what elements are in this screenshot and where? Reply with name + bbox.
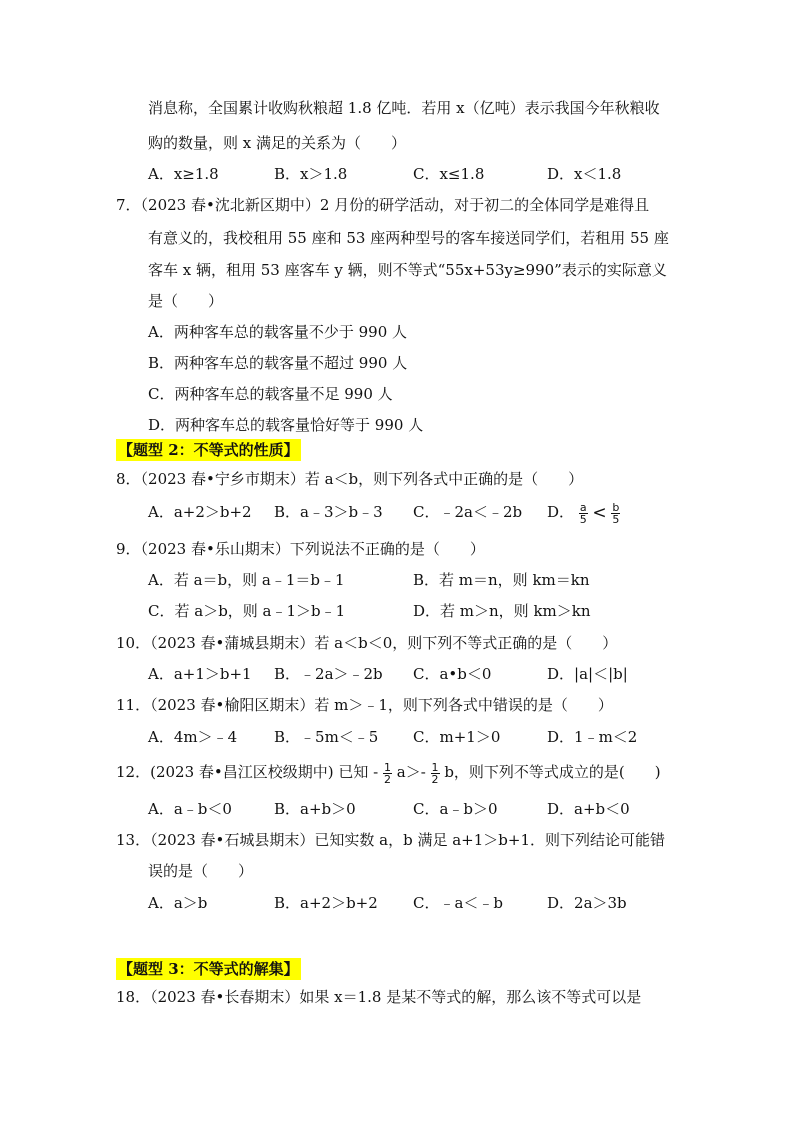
q8-option-d-prefix: D．	[547, 503, 575, 521]
q7-stem-line4: 是（ ）	[148, 292, 224, 310]
q11-option-b: B．﹣5m＜﹣5	[274, 728, 379, 746]
fraction-a-over-5: $\frac{a}{5}$	[579, 500, 587, 526]
q18-stem: 18．（2023 春•长春期末）如果 x＝1.8 是某不等式的解，那么该不等式可以是	[116, 988, 642, 1006]
q12-stem-prefix: 12．(2023 春•昌江区校级期中) 已知 -	[116, 763, 379, 781]
q6-option-a: A．x≥1.8	[148, 165, 219, 183]
q7-stem-line3: 客车 x 辆，租用 53 座客车 y 辆，则不等式“55x+53y≥990”表示的实际意义	[148, 261, 667, 279]
q7-option-a: A．两种客车总的载客量不少于 990 人	[148, 323, 408, 341]
q8-option-d	[547, 498, 620, 527]
q6-stem-line2: 购的数量，则 x 满足的关系为（ ）	[148, 134, 406, 152]
section-heading-type2: 【题型 2：不等式的性质】	[118, 441, 299, 459]
q7-option-d: D．两种客车总的载客量恰好等于 990 人	[148, 416, 424, 434]
q9-option-b: B．若 m＝n，则 km＝kn	[413, 571, 590, 589]
q11-option-a: A．4m＞﹣4	[148, 728, 238, 746]
q13-option-c: C．﹣a＜﹣b	[413, 894, 504, 912]
q11-stem: 11．（2023 春•榆阳区期末）若 m＞﹣1，则下列各式中错误的是（ ）	[116, 696, 613, 714]
q6-option-c: C．x≤1.8	[413, 165, 485, 183]
q13-stem-line2: 误的是（ ）	[148, 862, 254, 880]
section-heading-type3: 【题型 3：不等式的解集】	[118, 960, 299, 978]
q7-stem-line2: 有意义的，我校租用 55 座和 53 座两种型号的客车接送同学们，若租用 55 座	[148, 229, 669, 247]
q6-option-d: D．x＜1.8	[547, 165, 622, 183]
q10-option-d: D．|a|＜|b|	[547, 665, 628, 683]
q13-stem-line1: 13．（2023 春•石城县期末）已知实数 a，b 满足 a+1＞b+1．则下列结论可能错	[116, 831, 665, 849]
q12-stem	[116, 758, 661, 786]
q9-stem: 9．（2023 春•乐山期末）下列说法不正确的是（ ）	[116, 540, 485, 558]
q10-option-b: B．﹣2a＞﹣2b	[274, 665, 383, 683]
fraction-b-over-5: $\frac{b}{5}$	[612, 500, 620, 526]
q9-option-a: A．若 a＝b，则 a﹣1＝b﹣1	[148, 571, 345, 589]
q6-option-b: B．x＞1.8	[274, 165, 348, 183]
q8-option-c: C．﹣2a＜﹣2b	[413, 503, 523, 521]
q8-option-a: A．a+2＞b+2	[148, 503, 252, 521]
q10-option-c: C．a•b＜0	[413, 665, 492, 683]
q11-option-c: C．m+1＞0	[413, 728, 501, 746]
q12-option-b: B．a+b＞0	[274, 800, 356, 818]
q12-option-c: C．a﹣b＞0	[413, 800, 498, 818]
q7-option-b: B．两种客车总的载客量不超过 990 人	[148, 354, 408, 372]
q9-option-d: D．若 m＞n，则 km＞kn	[413, 602, 591, 620]
q12-option-d: D．a+b＜0	[547, 800, 630, 818]
less-than-sign: <	[592, 503, 607, 523]
q12-option-a: A．a﹣b＜0	[148, 800, 232, 818]
q13-option-d: D．2a＞3b	[547, 894, 627, 912]
q8-stem: 8．（2023 春•宁乡市期末）若 a＜b，则下列各式中正确的是（ ）	[116, 470, 584, 488]
q9-option-c: C．若 a＞b，则 a﹣1＞b﹣1	[148, 602, 346, 620]
q7-stem-line1: 7．（2023 春•沈北新区期中）2 月份的研学活动，对于初二的全体同学是难得且	[116, 196, 650, 214]
q12-stem-suffix: b，则下列不等式成立的是( )	[444, 763, 661, 781]
q13-option-a: A．a＞b	[148, 894, 208, 912]
q11-option-d: D．1﹣m＜2	[547, 728, 638, 746]
q7-option-c: C．两种客车总的载客量不足 990 人	[148, 385, 393, 403]
q13-option-b: B．a+2＞b+2	[274, 894, 378, 912]
q12-stem-middle: a＞-	[396, 763, 426, 781]
fraction-one-half: $\frac{1}{2}$	[383, 760, 391, 786]
q8-option-b: B．a﹣3＞b﹣3	[274, 503, 383, 521]
q10-stem: 10．（2023 春•蒲城县期末）若 a＜b＜0，则下列不等式正确的是（ ）	[116, 634, 618, 652]
q6-stem-line1: 消息称，全国累计收购秋粮超 1.8 亿吨．若用 x（亿吨）表示我国今年秋粮收	[148, 99, 660, 117]
fraction-one-half-2: $\frac{1}{2}$	[431, 760, 439, 786]
q10-option-a: A．a+1＞b+1	[148, 665, 252, 683]
